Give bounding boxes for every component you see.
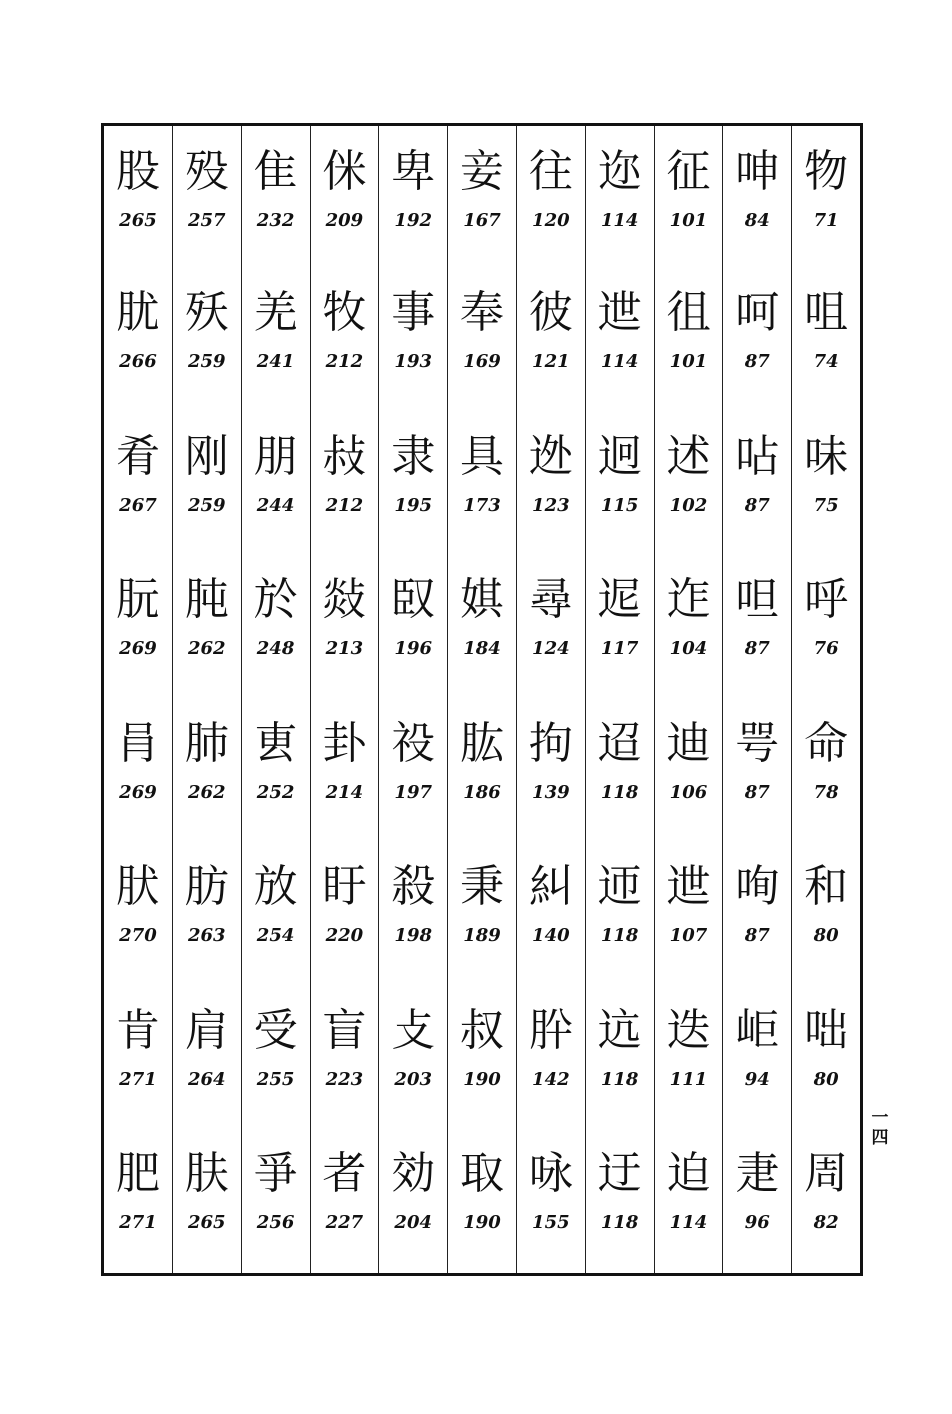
index-entry — [655, 551, 723, 695]
entry-character: 祋 — [391, 717, 436, 769]
entry-character: 拘 — [528, 717, 573, 769]
entry-character: 迂 — [597, 1148, 642, 1199]
entry-page-number: 82 — [813, 1212, 839, 1233]
entry-character: 朋 — [253, 430, 298, 482]
entry-character: 叀 — [253, 717, 298, 769]
index-column — [310, 126, 379, 1273]
entry-character: 咀 — [804, 287, 849, 338]
entry-character: 殁 — [184, 146, 229, 197]
entry-page-number: 262 — [187, 781, 226, 803]
index-entry — [517, 695, 585, 839]
index-entry — [792, 408, 860, 552]
entry-character: 敊 — [322, 430, 367, 482]
index-entry — [242, 408, 310, 552]
entry-character: 叔 — [460, 1004, 505, 1056]
index-entry — [448, 695, 516, 839]
entry-character: 者 — [322, 1148, 367, 1199]
entry-page-number: 265 — [119, 210, 157, 231]
entry-character: 盲 — [322, 1004, 367, 1056]
index-entry — [104, 982, 172, 1126]
entry-character: 肺 — [184, 717, 229, 769]
index-entry — [517, 551, 585, 695]
index-entry — [379, 408, 447, 552]
index-entry — [448, 1125, 516, 1269]
index-entry — [723, 982, 791, 1126]
entry-character: 妾 — [460, 146, 505, 197]
entry-character: 於 — [253, 574, 298, 625]
entry-page-number: 142 — [532, 1068, 570, 1090]
index-entry — [723, 695, 791, 839]
index-entry — [448, 408, 516, 552]
index-entry — [173, 838, 241, 982]
entry-character: 迭 — [666, 1004, 711, 1056]
entry-character: 糾 — [528, 861, 573, 912]
index-entry — [448, 838, 516, 982]
index-entry — [448, 126, 516, 264]
entry-character: 迩 — [597, 146, 642, 197]
index-entry — [655, 1125, 723, 1269]
page-number: 一四 — [871, 1108, 889, 1148]
entry-character: 肤 — [184, 1148, 229, 1199]
index-entry — [586, 695, 654, 839]
entry-character: 呼 — [804, 574, 849, 625]
entry-page-number: 203 — [394, 1068, 432, 1090]
entry-page-number: 96 — [744, 1212, 770, 1233]
index-entry — [723, 838, 791, 982]
entry-character: 咏 — [528, 1148, 573, 1199]
entry-page-number: 270 — [119, 925, 157, 946]
index-entry — [311, 264, 379, 408]
index-entry — [104, 838, 172, 982]
index-entry — [173, 264, 241, 408]
index-entry — [173, 695, 241, 839]
entry-character: 咢 — [735, 717, 780, 769]
entry-character: 疌 — [735, 1148, 780, 1199]
entry-character: 迣 — [597, 287, 642, 338]
entry-page-number: 259 — [187, 494, 226, 516]
entry-page-number: 254 — [256, 925, 295, 946]
index-entry — [448, 982, 516, 1126]
index-entry — [792, 695, 860, 839]
entry-character: 迮 — [666, 574, 711, 625]
entry-page-number: 213 — [325, 638, 364, 659]
entry-character: 肰 — [115, 861, 160, 912]
index-entry — [792, 838, 860, 982]
entry-character: 肥 — [115, 1148, 160, 1199]
entry-page-number: 101 — [669, 351, 708, 372]
entry-page-number: 264 — [187, 1068, 226, 1090]
entry-page-number: 220 — [325, 925, 364, 946]
index-entry — [104, 264, 172, 408]
entry-page-number: 123 — [532, 494, 570, 516]
entry-page-number: 198 — [394, 925, 432, 946]
entry-page-number: 87 — [744, 638, 770, 659]
entry-character: 卦 — [322, 717, 367, 769]
entry-page-number: 189 — [463, 925, 501, 946]
index-entry — [723, 551, 791, 695]
index-entry — [586, 838, 654, 982]
index-entry — [311, 982, 379, 1126]
index-entry — [311, 1125, 379, 1269]
entry-character: 征 — [666, 146, 711, 197]
entry-page-number: 114 — [600, 351, 639, 372]
index-entry — [379, 695, 447, 839]
index-entry — [448, 264, 516, 408]
entry-character: 隶 — [391, 430, 436, 482]
entry-page-number: 101 — [669, 210, 708, 231]
entry-page-number: 214 — [325, 781, 364, 803]
entry-character: 咄 — [804, 1004, 849, 1056]
index-entry — [723, 126, 791, 264]
entry-character: 味 — [804, 430, 849, 482]
index-column — [516, 126, 585, 1273]
index-entry — [173, 1125, 241, 1269]
entry-character: 彼 — [528, 287, 573, 338]
entry-character: 往 — [528, 146, 573, 197]
entry-character: 殀 — [184, 287, 229, 338]
entry-page-number: 259 — [187, 351, 226, 372]
entry-page-number: 115 — [600, 494, 639, 516]
index-entry — [311, 695, 379, 839]
entry-character: 物 — [804, 146, 849, 197]
entry-character: 卑 — [391, 146, 436, 197]
entry-character: 効 — [391, 1148, 436, 1199]
entry-character: 受 — [253, 1004, 298, 1056]
entry-page-number: 197 — [394, 781, 432, 803]
index-entry — [311, 408, 379, 552]
entry-page-number: 124 — [532, 638, 570, 659]
entry-page-number: 212 — [325, 494, 364, 516]
entry-character: 攴 — [391, 1004, 436, 1056]
entry-character: 隹 — [253, 146, 298, 197]
entry-character: 盱 — [322, 861, 367, 912]
entry-character: 侎 — [322, 146, 367, 197]
entry-character: 迢 — [597, 717, 642, 769]
entry-character: 和 — [804, 861, 849, 912]
index-column — [791, 126, 860, 1273]
entry-character: 命 — [804, 717, 849, 769]
entry-page-number: 140 — [532, 925, 570, 946]
entry-page-number: 223 — [325, 1068, 364, 1090]
entry-character: 股 — [115, 146, 160, 197]
index-entry — [104, 695, 172, 839]
entry-page-number: 117 — [600, 638, 639, 659]
index-entry — [104, 551, 172, 695]
index-entry — [379, 982, 447, 1126]
index-entry — [517, 408, 585, 552]
index-entry — [379, 551, 447, 695]
entry-character: 呫 — [735, 430, 780, 482]
entry-page-number: 139 — [532, 781, 570, 803]
index-entry — [242, 126, 310, 264]
entry-character: 殺 — [391, 861, 436, 912]
entry-page-number: 167 — [463, 210, 501, 231]
entry-page-number: 244 — [256, 494, 295, 516]
entry-page-number: 204 — [394, 1212, 432, 1233]
entry-page-number: 173 — [463, 494, 501, 516]
index-entry — [792, 551, 860, 695]
entry-page-number: 195 — [394, 494, 432, 516]
index-entry — [792, 264, 860, 408]
entry-character: 肸 — [528, 1004, 573, 1056]
entry-page-number: 265 — [187, 1212, 226, 1233]
entry-page-number: 114 — [600, 210, 639, 231]
entry-character: 臤 — [391, 574, 436, 625]
entry-character: 奉 — [460, 287, 505, 338]
entry-page-number: 262 — [187, 638, 226, 659]
entry-page-number: 212 — [325, 351, 364, 372]
index-entry — [517, 126, 585, 264]
index-entry — [586, 551, 654, 695]
entry-page-number: 190 — [463, 1212, 501, 1233]
index-entry — [517, 838, 585, 982]
index-column — [172, 126, 241, 1273]
entry-page-number: 74 — [813, 351, 839, 372]
index-entry — [173, 982, 241, 1126]
entry-page-number: 184 — [463, 638, 501, 659]
entry-character: 徂 — [666, 287, 711, 338]
index-entry — [655, 982, 723, 1126]
index-entry — [379, 838, 447, 982]
entry-character: 娸 — [460, 574, 505, 625]
entry-page-number: 114 — [669, 1212, 708, 1233]
entry-page-number: 257 — [187, 210, 226, 231]
entry-character: 羌 — [253, 287, 298, 338]
entry-page-number: 121 — [532, 351, 570, 372]
entry-page-number: 87 — [744, 351, 770, 372]
entry-character: 具 — [460, 430, 505, 482]
index-column — [654, 126, 723, 1273]
entry-page-number: 271 — [119, 1068, 157, 1090]
entry-page-number: 190 — [463, 1068, 501, 1090]
entry-page-number: 186 — [463, 781, 501, 803]
entry-page-number: 118 — [600, 925, 639, 946]
entry-character: 朊 — [115, 574, 160, 625]
entry-page-number: 75 — [813, 494, 839, 516]
index-entry — [311, 551, 379, 695]
entry-character: 敥 — [322, 574, 367, 625]
index-entry — [723, 408, 791, 552]
entry-page-number: 84 — [744, 210, 770, 231]
index-entry — [242, 695, 310, 839]
entry-page-number: 266 — [119, 351, 157, 372]
entry-page-number: 169 — [463, 351, 501, 372]
index-column — [447, 126, 516, 1273]
entry-page-number: 80 — [813, 1068, 839, 1090]
entry-character: 迥 — [597, 430, 642, 482]
entry-character: 呵 — [735, 287, 780, 338]
entry-page-number: 118 — [600, 781, 639, 803]
index-entry — [517, 264, 585, 408]
entry-page-number: 263 — [187, 925, 226, 946]
entry-character: 放 — [253, 861, 298, 912]
entry-character: 肪 — [184, 861, 229, 912]
index-entry — [517, 1125, 585, 1269]
index-entry — [448, 551, 516, 695]
entry-character: 述 — [666, 430, 711, 482]
entry-character: 呾 — [735, 574, 780, 625]
entry-character: 迡 — [597, 574, 642, 625]
index-entry — [173, 551, 241, 695]
index-entry — [655, 838, 723, 982]
index-column — [722, 126, 791, 1273]
index-entry — [586, 408, 654, 552]
entry-character: 迫 — [666, 1148, 711, 1199]
entry-page-number: 102 — [669, 494, 708, 516]
entry-character: 岠 — [735, 1004, 780, 1056]
index-entry — [517, 982, 585, 1126]
entry-character: 咰 — [735, 861, 780, 912]
index-entry — [586, 1125, 654, 1269]
entry-character: 肙 — [115, 717, 160, 769]
index-column — [378, 126, 447, 1273]
entry-page-number: 118 — [600, 1068, 639, 1090]
entry-page-number: 155 — [532, 1212, 570, 1233]
index-entry — [586, 264, 654, 408]
entry-page-number: 209 — [325, 210, 364, 231]
entry-page-number: 87 — [744, 925, 770, 946]
entry-page-number: 196 — [394, 638, 432, 659]
index-entry — [173, 126, 241, 264]
entry-character: 肱 — [460, 717, 505, 769]
entry-character: 尋 — [528, 574, 573, 625]
entry-page-number: 118 — [600, 1212, 639, 1233]
entry-character: 肩 — [184, 1004, 229, 1056]
entry-character: 牧 — [322, 287, 367, 338]
index-column — [104, 126, 172, 1273]
entry-character: 刚 — [184, 430, 229, 482]
entry-page-number: 271 — [119, 1212, 157, 1233]
entry-character: 呻 — [735, 146, 780, 197]
index-entry — [242, 1125, 310, 1269]
entry-page-number: 267 — [119, 494, 157, 516]
entry-character: 迣 — [666, 861, 711, 912]
entry-page-number: 107 — [669, 925, 708, 946]
index-entry — [379, 1125, 447, 1269]
entry-page-number: 192 — [394, 210, 432, 231]
entry-page-number: 269 — [119, 781, 157, 803]
index-entry — [104, 126, 172, 264]
entry-page-number: 78 — [813, 781, 839, 803]
entry-character: 取 — [460, 1148, 505, 1199]
entry-character: 肫 — [184, 574, 229, 625]
entry-page-number: 193 — [394, 351, 432, 372]
entry-page-number: 94 — [744, 1068, 770, 1090]
entry-page-number: 106 — [669, 781, 708, 803]
index-entry — [586, 126, 654, 264]
entry-page-number: 269 — [119, 638, 157, 659]
entry-page-number: 71 — [813, 210, 839, 231]
index-entry — [242, 982, 310, 1126]
entry-character: 爭 — [253, 1148, 298, 1199]
index-entry — [655, 408, 723, 552]
entry-page-number: 76 — [813, 638, 839, 659]
entry-character: 秉 — [460, 861, 505, 912]
entry-page-number: 104 — [669, 638, 708, 659]
index-entry — [104, 408, 172, 552]
index-entry — [723, 1125, 791, 1269]
index-entry — [379, 126, 447, 264]
entry-page-number: 252 — [256, 781, 295, 803]
entry-character: 迯 — [528, 430, 573, 482]
index-entry — [586, 982, 654, 1126]
index-entry — [311, 126, 379, 264]
entry-page-number: 255 — [256, 1068, 295, 1090]
character-index-table — [101, 123, 863, 1276]
index-entry — [655, 126, 723, 264]
entry-page-number: 111 — [669, 1068, 708, 1090]
index-entry — [792, 982, 860, 1126]
index-entry — [655, 264, 723, 408]
entry-page-number: 80 — [813, 925, 839, 946]
entry-character: 周 — [804, 1148, 849, 1199]
entry-character: 迪 — [666, 717, 711, 769]
index-column — [585, 126, 654, 1273]
entry-page-number: 241 — [256, 351, 295, 372]
index-entry — [792, 1125, 860, 1269]
index-entry — [104, 1125, 172, 1269]
index-entry — [379, 264, 447, 408]
index-entry — [655, 695, 723, 839]
entry-character: 肬 — [115, 287, 160, 338]
entry-page-number: 256 — [256, 1212, 295, 1233]
entry-page-number: 248 — [256, 638, 295, 659]
entry-character: 迊 — [597, 861, 642, 912]
index-entry — [792, 126, 860, 264]
index-entry — [242, 838, 310, 982]
entry-page-number: 227 — [325, 1212, 364, 1233]
entry-character: 事 — [391, 287, 436, 338]
entry-page-number: 87 — [744, 781, 770, 803]
entry-page-number: 87 — [744, 494, 770, 516]
entry-character: 肴 — [115, 430, 160, 482]
entry-character: 迒 — [597, 1004, 642, 1056]
index-entry — [173, 408, 241, 552]
index-entry — [242, 551, 310, 695]
entry-character: 肯 — [115, 1004, 160, 1056]
index-entry — [311, 838, 379, 982]
entry-page-number: 120 — [532, 210, 570, 231]
index-column — [241, 126, 310, 1273]
entry-page-number: 232 — [256, 210, 295, 231]
index-entry — [723, 264, 791, 408]
index-entry — [242, 264, 310, 408]
